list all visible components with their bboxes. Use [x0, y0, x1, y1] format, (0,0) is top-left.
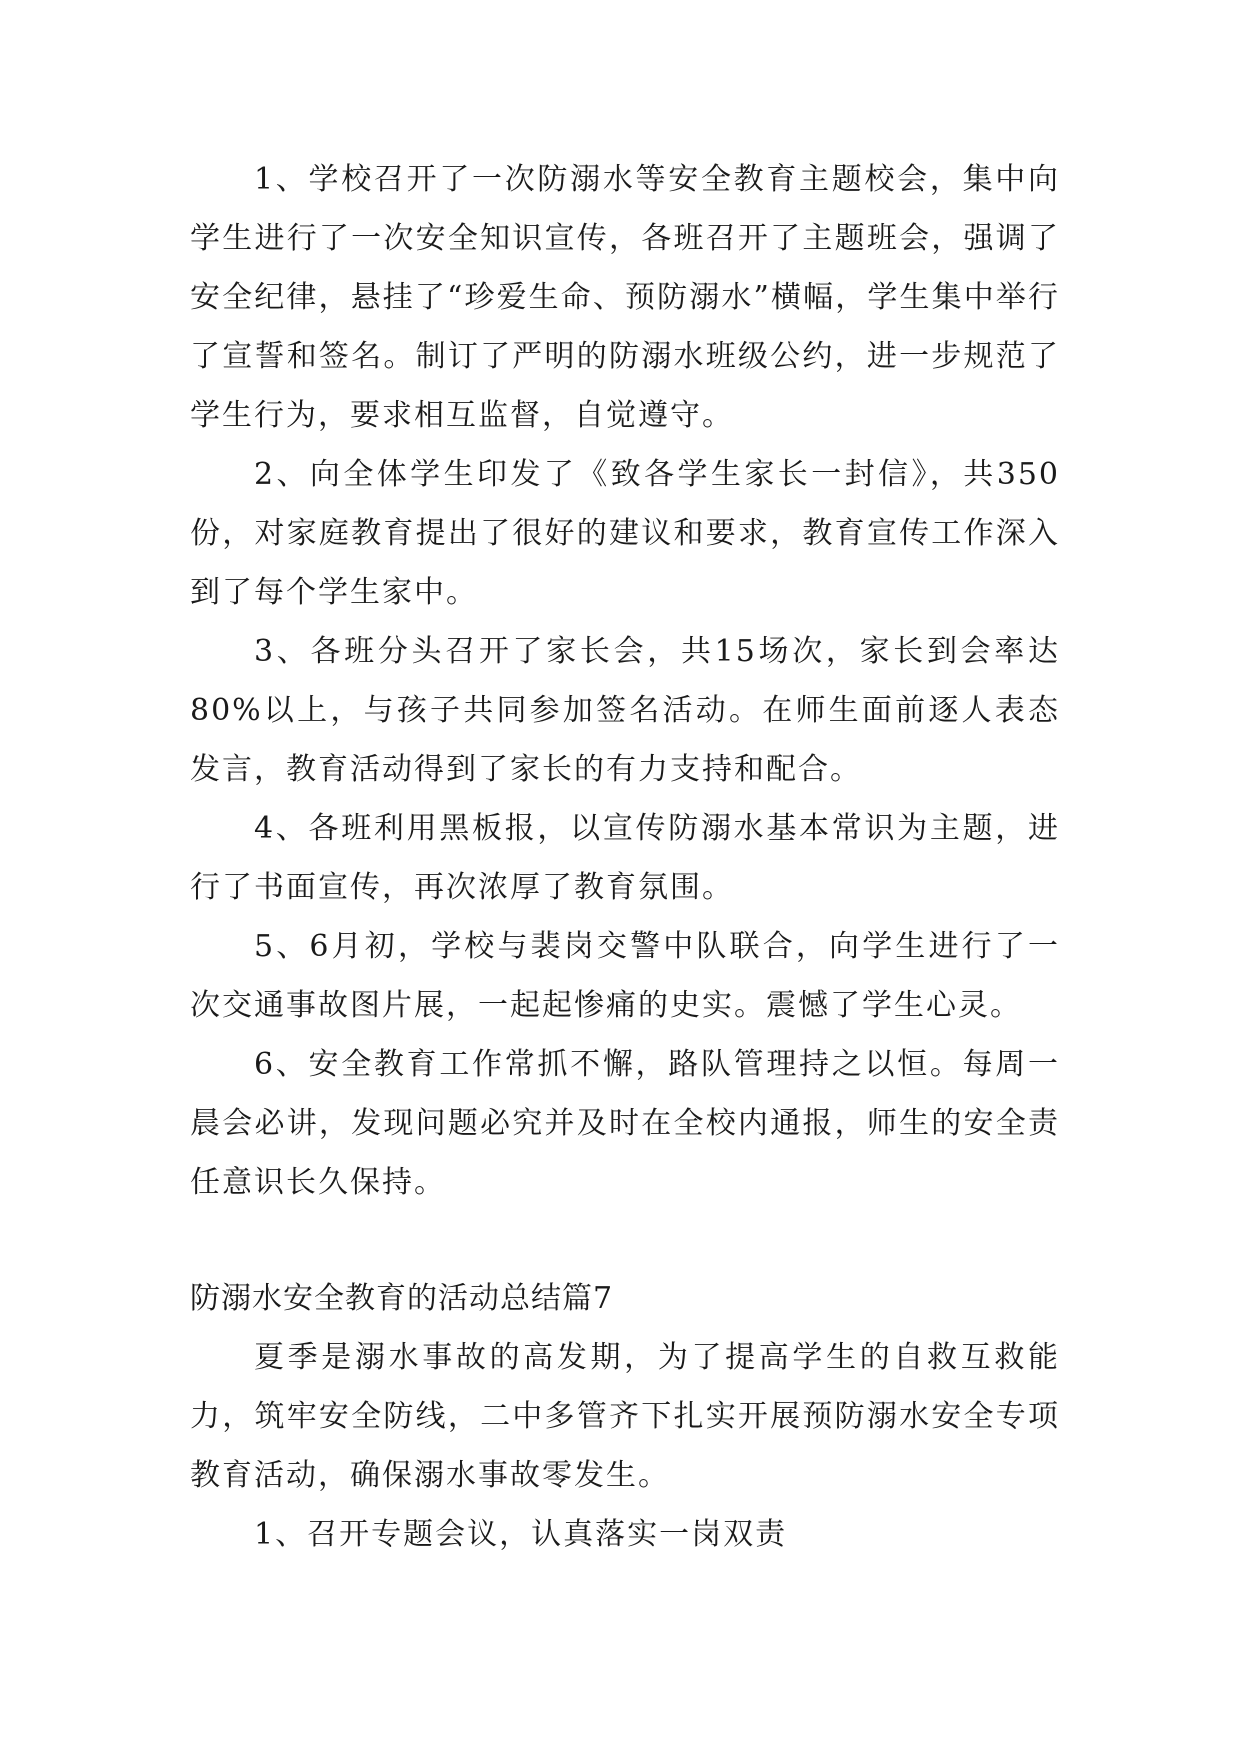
intro-paragraph: 夏季是溺水事故的高发期，为了提高学生的自救互救能力，筑牢安全防线，二中多管齐下扎实开展预防溺水安全专项教育活动，确保溺水事故零发生。 — [190, 1340, 1060, 1493]
paragraph-5: 5、6月初，学校与裴岗交警中队联合，向学生进行了一次交通事故图片展，一起起惨痛的史实。震憾了学生心灵。 — [190, 929, 1060, 1023]
paragraph-3: 3、各班分头召开了家长会，共15场次，家长到会率达80%以上，与孩子共同参加签名活动。在师生面前逐人表态发言，教育活动得到了家长的有力支持和配合。 — [190, 634, 1060, 787]
paragraph-2: 2、向全体学生印发了《致各学生家长一封信》，共350份，对家庭教育提出了很好的建议和要求，教育宣传工作深入到了每个学生家中。 — [190, 457, 1060, 610]
document-page — [190, 150, 1060, 1690]
section-title: 防溺水安全教育的活动总结篇7 — [190, 1281, 614, 1316]
paragraph-4: 4、各班利用黑板报，以宣传防溺水基本常识为主题，进行了书面宣传，再次浓厚了教育氛围。 — [190, 811, 1060, 905]
subheading-paragraph: 1、召开专题会议，认真落实一岗双责 — [254, 1517, 788, 1552]
paragraph-1: 1、学校召开了一次防溺水等安全教育主题校会，集中向学生进行了一次安全知识宣传，各班召开了主题班会，强调了安全纪律，悬挂了“珍爱生命、预防溺水”横幅，学生集中举行了宣誓和签名。制订了严明的防溺水班级公约，进一步规范了学生行为，要求相互监督，自觉遵守。 — [190, 162, 1060, 433]
paragraph-6: 6、安全教育工作常抓不懈，路队管理持之以恒。每周一晨会必讲，发现问题必究并及时在全校内通报，师生的安全责任意识长久保持。 — [190, 1047, 1060, 1200]
